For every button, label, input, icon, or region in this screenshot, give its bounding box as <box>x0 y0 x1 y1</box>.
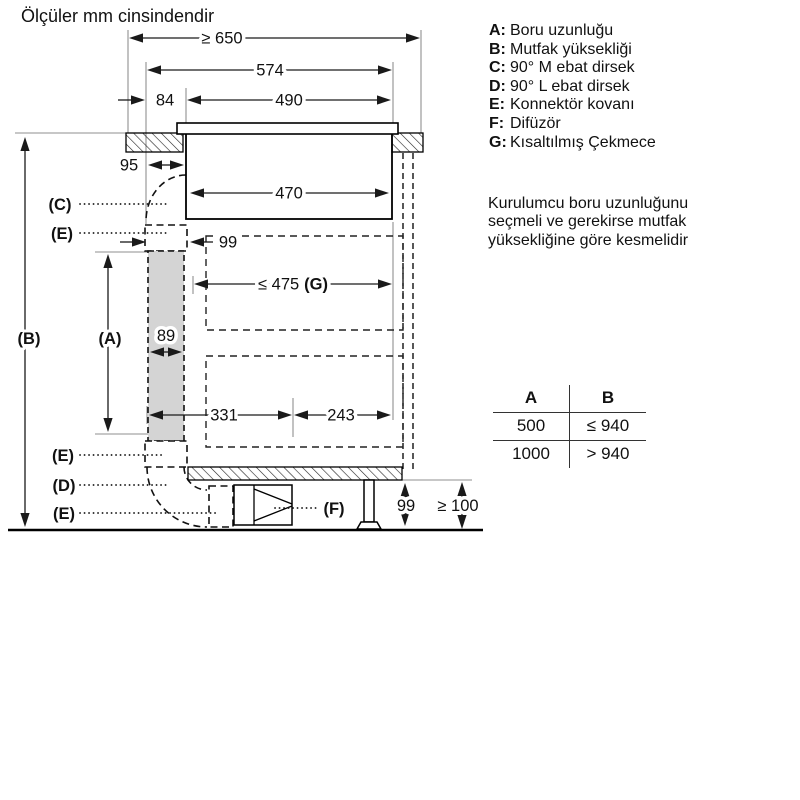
legend-key: C: <box>489 59 506 77</box>
dim-331-text: 331 <box>210 406 238 425</box>
legend-key: E: <box>489 96 505 114</box>
legend-item <box>489 22 656 41</box>
installer-note: Kurulumcu boru uzunluğunu seçmeli ve gerekirse mutfak yüksekliğine göre kesmelidir <box>488 195 689 249</box>
legend-text: Kısaltılmış Çekmece <box>510 133 656 151</box>
table-header-b: B <box>569 385 646 412</box>
label-connector-bottom: (E) <box>53 505 75 523</box>
dim-pipe-length <box>99 254 122 432</box>
dim-243-text: 243 <box>327 406 355 425</box>
legend-text: Difüzör <box>510 114 561 132</box>
duct-pipe <box>148 251 184 441</box>
page-title: Ölçüler mm cinsindendir <box>21 6 215 26</box>
dim-plinth-clearance-text: ≥ 100 <box>437 497 479 515</box>
dim-total-width-text: ≥ 650 <box>201 29 243 48</box>
legend-text: Konnektör kovanı <box>510 96 635 114</box>
legend-key: A: <box>489 22 506 39</box>
dim-574-text: 574 <box>256 61 284 80</box>
connector-sleeve-bottom <box>209 486 233 527</box>
table-cell: ≤ 940 <box>569 412 646 440</box>
countertop-right <box>392 133 423 152</box>
dim-490 <box>187 92 391 110</box>
table-header-a: A <box>524 388 538 407</box>
connector-sleeve-mid <box>145 441 187 467</box>
dim-99-connector-text: 99 <box>218 233 238 252</box>
label-pipe-length: (A) <box>98 330 122 348</box>
dim-84-text: 84 <box>155 91 175 110</box>
elbow-c-duct <box>146 175 186 221</box>
hob-body <box>186 132 392 219</box>
label-elbow-l: (D) <box>52 477 76 495</box>
legend-text: Boru uzunluğu <box>510 22 614 39</box>
table-cell: > 940 <box>569 440 646 468</box>
dim-foot-height-text: 99 <box>396 497 416 515</box>
table-cell: 500 <box>493 412 569 440</box>
dim-plinth-clearance <box>437 482 478 529</box>
dim-490-text: 490 <box>275 91 303 110</box>
dim-89-text: 89 <box>156 327 176 345</box>
legend-text: 90° L ebat dirsek <box>510 77 630 95</box>
legend-text: Mutfak yüksekliği <box>510 40 632 58</box>
legend-text: 90° M ebat dirsek <box>510 59 635 77</box>
lower-drawer-outline <box>206 356 403 447</box>
dim-574 <box>147 62 392 80</box>
label-elbow-m: (C) <box>48 196 72 214</box>
label-diffuser: (F) <box>323 500 345 518</box>
dim-drawer-depth-text: ≤ 475 (G) <box>258 275 328 294</box>
dim-total-width <box>129 30 420 48</box>
dim-470-text: 470 <box>275 184 303 203</box>
legend <box>489 22 656 152</box>
connector-sleeve-top <box>145 225 187 251</box>
legend-key: G: <box>489 133 507 151</box>
label-kitchen-height: (B) <box>17 330 41 348</box>
cabinet-foot <box>357 480 381 529</box>
legend-item <box>489 115 656 134</box>
legend-item <box>489 78 656 97</box>
table-cell: 1000 <box>493 440 569 468</box>
cabinet-side-panel <box>403 153 413 473</box>
pipe-length-table <box>493 385 646 468</box>
legend-item <box>489 96 656 115</box>
legend-item <box>489 134 656 153</box>
dim-foot-height <box>397 483 415 526</box>
dim-drawer-depth <box>194 276 392 294</box>
dim-95 <box>120 157 184 175</box>
legend-key: F: <box>489 114 505 132</box>
dim-243 <box>294 407 391 425</box>
cabinet-bottom-panel <box>188 467 402 480</box>
legend-item <box>489 41 656 60</box>
diffuser <box>234 485 292 525</box>
label-connector-top: (E) <box>51 225 73 243</box>
countertop-left <box>126 133 183 152</box>
legend-key: D: <box>489 77 506 95</box>
legend-item <box>489 59 656 78</box>
legend-key: B: <box>489 40 506 58</box>
hob-top-plate <box>177 123 398 134</box>
dim-95-text: 95 <box>119 156 139 175</box>
label-connector-mid: (E) <box>52 447 74 465</box>
dim-kitchen-height <box>18 137 41 527</box>
